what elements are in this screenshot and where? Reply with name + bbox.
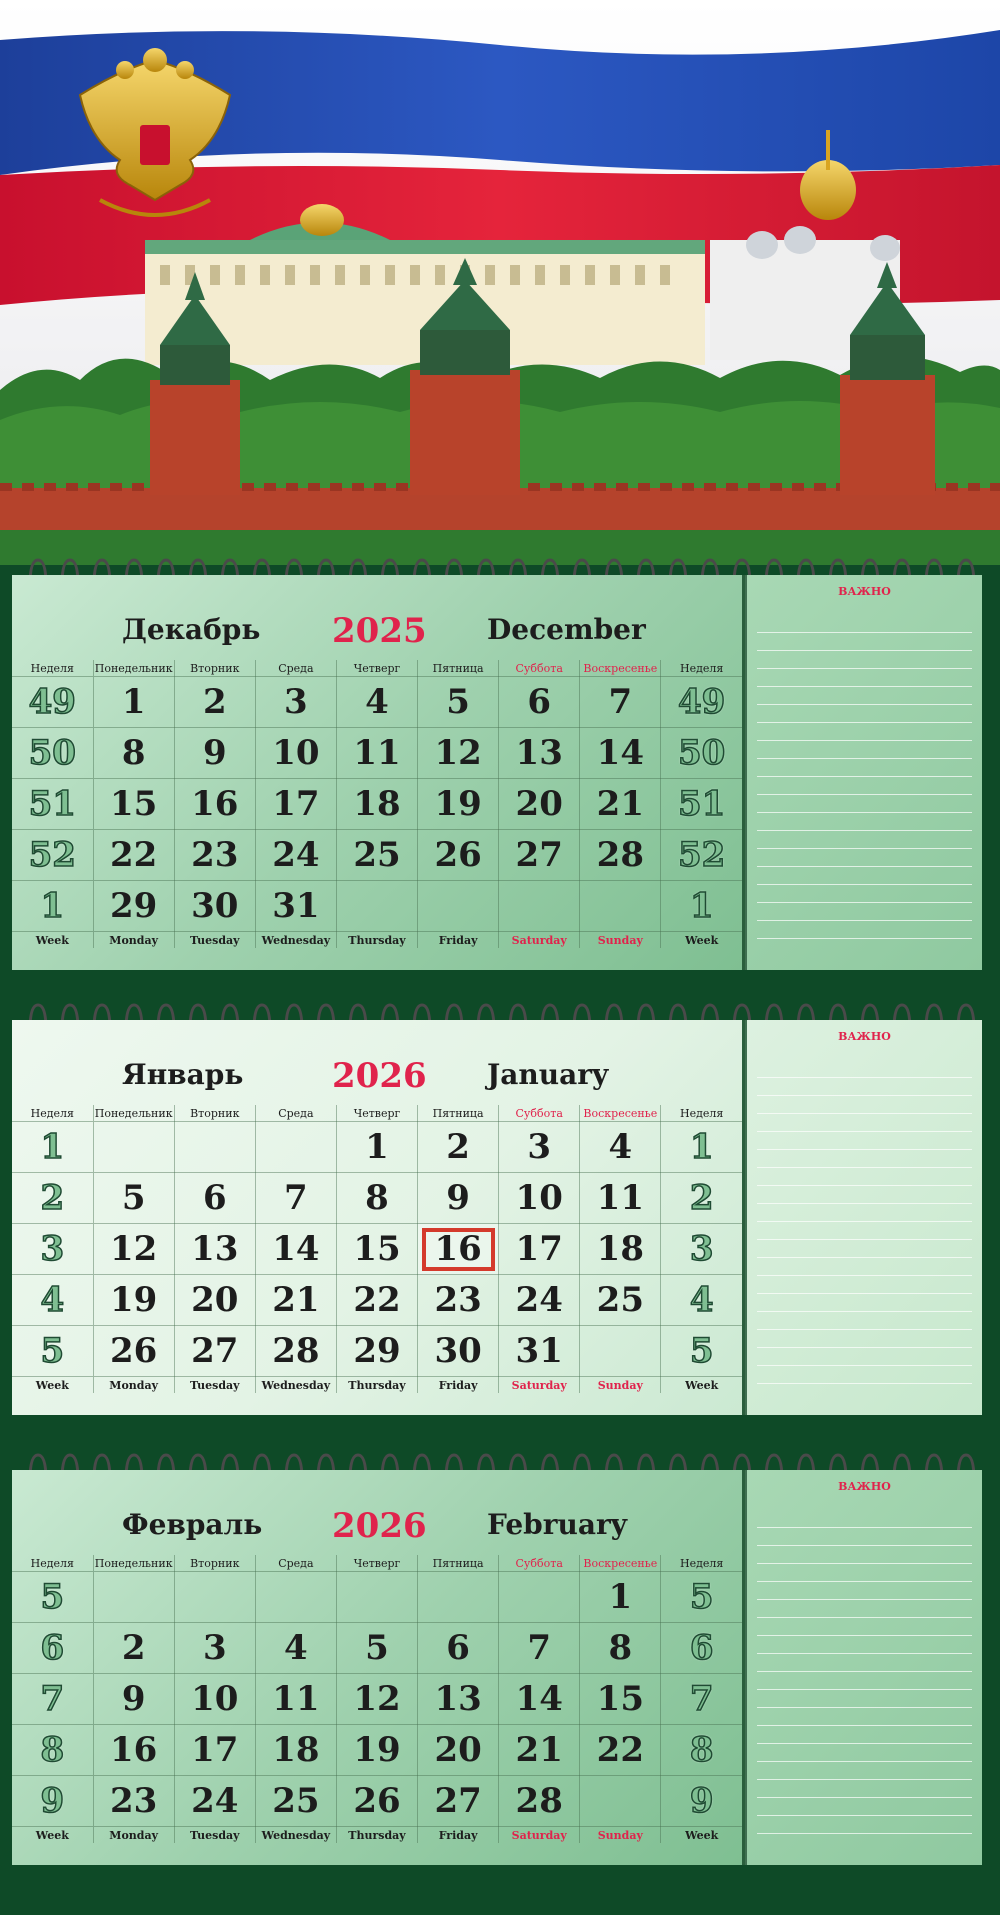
day-cell: 25 (580, 1275, 661, 1326)
notes-lines (757, 1510, 972, 1851)
day-cell: 19 (336, 1725, 417, 1776)
weekday-header-ru: Неделя (12, 660, 93, 677)
notes-lines (757, 1060, 972, 1401)
week-row (12, 1623, 742, 1674)
weekday-header-ru: Воскресенье (580, 660, 661, 677)
weekday-header-ru: Суббота (499, 660, 580, 677)
day-cell: 8 (336, 1173, 417, 1224)
month-table (12, 1105, 742, 1410)
day-cell: 15 (580, 1674, 661, 1725)
weekday-header-ru: Неделя (661, 1555, 742, 1572)
day-cell: 28 (499, 1776, 580, 1827)
day-cell (580, 881, 661, 932)
weekday-header-row (12, 660, 742, 677)
day-cell: 13 (418, 1674, 499, 1725)
month-name-ru: Январь (122, 1058, 244, 1091)
month-year: 2025 (332, 611, 427, 651)
week-number: 49 (12, 677, 93, 728)
day-cell: 12 (93, 1224, 174, 1275)
week-number: 2 (661, 1173, 742, 1224)
day-cell: 31 (499, 1326, 580, 1377)
week-row (12, 779, 742, 830)
weekday-header-ru: Неделя (661, 660, 742, 677)
day-cell: 20 (499, 779, 580, 830)
day-cell: 1 (93, 677, 174, 728)
weekday-footer-en: Sunday (580, 1377, 661, 1394)
week-row (12, 1173, 742, 1224)
day-cell: 2 (418, 1122, 499, 1173)
week-row (12, 1776, 742, 1827)
week-number: 3 (661, 1224, 742, 1275)
month-table (12, 660, 742, 965)
day-cell: 21 (580, 779, 661, 830)
day-cell: 22 (336, 1275, 417, 1326)
weekday-footer-en: Sunday (580, 1827, 661, 1844)
day-cell: 5 (93, 1173, 174, 1224)
day-cell: 9 (418, 1173, 499, 1224)
day-cell: 20 (174, 1275, 255, 1326)
day-cell: 25 (255, 1776, 336, 1827)
day-cell: 29 (93, 881, 174, 932)
month-title (12, 613, 742, 657)
day-cell (418, 1572, 499, 1623)
weekday-header-ru: Вторник (174, 660, 255, 677)
day-cell: 3 (499, 1122, 580, 1173)
day-cell: 6 (174, 1173, 255, 1224)
week-number: 50 (12, 728, 93, 779)
day-cell: 1 (336, 1122, 417, 1173)
month-title (12, 1508, 742, 1552)
weekday-footer-en: Tuesday (174, 1827, 255, 1844)
week-number: 8 (12, 1725, 93, 1776)
day-cell: 5 (418, 677, 499, 728)
day-cell: 14 (255, 1224, 336, 1275)
day-cell: 5 (336, 1623, 417, 1674)
day-cell: 4 (580, 1122, 661, 1173)
day-cell: 7 (580, 677, 661, 728)
weekday-footer-en: Saturday (499, 932, 580, 949)
weekday-header-ru: Суббота (499, 1555, 580, 1572)
day-cell: 17 (499, 1224, 580, 1275)
day-cell: 8 (93, 728, 174, 779)
week-row (12, 677, 742, 728)
week-number: 5 (12, 1326, 93, 1377)
week-row (12, 1224, 742, 1275)
notes-area (745, 1470, 982, 1865)
weekday-footer-row (12, 932, 742, 949)
weekday-header-ru: Четверг (336, 1555, 417, 1572)
day-cell: 28 (255, 1326, 336, 1377)
weekday-header-ru: Среда (255, 660, 336, 677)
weekday-header-ru: Неделя (661, 1105, 742, 1122)
weekday-header-row (12, 1555, 742, 1572)
weekday-header-ru: Понедельник (94, 1556, 173, 1570)
weekday-header-ru: Неделя (12, 1555, 93, 1572)
weekday-footer-en: Wednesday (255, 1827, 336, 1844)
calendar-panel-january (0, 1000, 1000, 1440)
weekday-footer-en: Week (12, 1827, 93, 1844)
week-row (12, 1725, 742, 1776)
day-cell (174, 1122, 255, 1173)
weekday-footer-en: Thursday (336, 1377, 417, 1394)
day-cell: 10 (255, 728, 336, 779)
month-name-ru: Декабрь (122, 613, 261, 646)
day-cell (255, 1122, 336, 1173)
notes-lines (757, 615, 972, 956)
week-row (12, 881, 742, 932)
day-cell: 27 (174, 1326, 255, 1377)
weekday-header-ru: Среда (255, 1105, 336, 1122)
day-cell: 19 (418, 779, 499, 830)
day-cell: 22 (580, 1725, 661, 1776)
day-cell: 25 (336, 830, 417, 881)
calendar-table (12, 1105, 742, 1393)
day-cell: 28 (580, 830, 661, 881)
month-title (12, 1058, 742, 1102)
day-cell: 18 (336, 779, 417, 830)
weekday-header-ru: Суббота (499, 1105, 580, 1122)
month-name-en: February (487, 1508, 628, 1541)
weekday-footer-en: Wednesday (255, 1377, 336, 1394)
day-cell: 23 (418, 1275, 499, 1326)
week-number: 7 (661, 1674, 742, 1725)
month-name-en: December (487, 613, 646, 646)
weekday-footer-en: Week (661, 1377, 742, 1394)
weekday-footer-en: Week (12, 932, 93, 949)
day-cell: 20 (418, 1725, 499, 1776)
calendar-panel-february (0, 1450, 1000, 1890)
day-cell (255, 1572, 336, 1623)
weekday-footer-en: Monday (93, 1377, 174, 1394)
week-number: 1 (661, 881, 742, 932)
weekday-footer-en: Saturday (499, 1827, 580, 1844)
day-cell (580, 1326, 661, 1377)
week-number: 6 (661, 1623, 742, 1674)
week-number: 1 (12, 881, 93, 932)
day-cell: 13 (174, 1224, 255, 1275)
day-cell: 2 (174, 677, 255, 728)
week-number: 5 (12, 1572, 93, 1623)
weekday-header-ru: Четверг (336, 1105, 417, 1122)
day-cell: 2 (93, 1623, 174, 1674)
notes-area (745, 575, 982, 970)
weekday-footer-en: Thursday (336, 932, 417, 949)
day-cell: 12 (418, 728, 499, 779)
week-row (12, 1275, 742, 1326)
day-cell: 17 (174, 1725, 255, 1776)
week-row (12, 1674, 742, 1725)
day-cell (499, 1572, 580, 1623)
week-row (12, 1122, 742, 1173)
weekday-footer-en: Sunday (580, 932, 661, 949)
day-cell: 22 (93, 830, 174, 881)
notes-area (745, 1020, 982, 1415)
weekday-footer-en: Tuesday (174, 1377, 255, 1394)
week-number: 51 (12, 779, 93, 830)
week-number: 1 (12, 1122, 93, 1173)
week-number: 5 (661, 1326, 742, 1377)
week-number: 4 (12, 1275, 93, 1326)
day-cell: 16 (174, 779, 255, 830)
day-cell (336, 881, 417, 932)
day-cell: 30 (418, 1326, 499, 1377)
weekday-header-ru: Пятница (418, 1555, 499, 1572)
week-number: 9 (12, 1776, 93, 1827)
weekday-header-ru: Воскресенье (580, 1105, 661, 1122)
weekday-header-ru: Неделя (12, 1105, 93, 1122)
day-cell: 30 (174, 881, 255, 932)
day-cell: 21 (255, 1275, 336, 1326)
weekday-footer-en: Week (12, 1377, 93, 1394)
week-number: 52 (661, 830, 742, 881)
month-table (12, 1555, 742, 1860)
month-year: 2026 (332, 1506, 427, 1546)
notes-label: ВАЖНО (838, 1030, 891, 1043)
day-cell: 16 (93, 1725, 174, 1776)
weekday-footer-en: Friday (418, 1377, 499, 1394)
week-row (12, 728, 742, 779)
day-cell: 3 (255, 677, 336, 728)
day-cell: 26 (336, 1776, 417, 1827)
header-image (0, 0, 1000, 565)
day-cell: 23 (93, 1776, 174, 1827)
day-cell: 11 (255, 1674, 336, 1725)
week-number: 52 (12, 830, 93, 881)
weekday-header-ru: Пятница (418, 1105, 499, 1122)
weekday-header-row (12, 1105, 742, 1122)
weekday-footer-en: Saturday (499, 1377, 580, 1394)
day-cell: 21 (499, 1725, 580, 1776)
day-cell: 27 (499, 830, 580, 881)
day-cell (174, 1572, 255, 1623)
calendar-table (12, 1555, 742, 1843)
weekday-header-ru: Среда (255, 1555, 336, 1572)
weekday-header-ru: Пятница (418, 660, 499, 677)
day-cell: 31 (255, 881, 336, 932)
week-row (12, 830, 742, 881)
day-cell: 24 (174, 1776, 255, 1827)
weekday-footer-en: Friday (418, 1827, 499, 1844)
day-cell: 1 (580, 1572, 661, 1623)
day-cell: 29 (336, 1326, 417, 1377)
week-number: 50 (661, 728, 742, 779)
month-grid-board (12, 1470, 745, 1865)
calendar-table (12, 660, 742, 948)
day-cell: 24 (499, 1275, 580, 1326)
weekday-header-ru: Вторник (174, 1555, 255, 1572)
day-cell: 9 (93, 1674, 174, 1725)
day-cell: 8 (580, 1623, 661, 1674)
day-cell: 6 (418, 1623, 499, 1674)
month-grid-board (12, 1020, 745, 1415)
notes-label: ВАЖНО (838, 585, 891, 598)
month-name-en: January (487, 1058, 609, 1091)
day-cell: 3 (174, 1623, 255, 1674)
weekday-header-ru: Четверг (336, 660, 417, 677)
week-number: 3 (12, 1224, 93, 1275)
weekday-footer-en: Monday (93, 932, 174, 949)
day-cell: 14 (580, 728, 661, 779)
day-cell: 11 (336, 728, 417, 779)
day-cell: 18 (580, 1224, 661, 1275)
weekday-header-ru: Вторник (174, 1105, 255, 1122)
week-number: 9 (661, 1776, 742, 1827)
weekday-header-ru: Понедельник (94, 1106, 173, 1120)
weekday-footer-en: Week (661, 1827, 742, 1844)
day-cell: 15 (93, 779, 174, 830)
day-cell: 15 (336, 1224, 417, 1275)
week-number: 7 (12, 1674, 93, 1725)
day-cell: 10 (499, 1173, 580, 1224)
day-cell-highlighted: 16 (418, 1224, 499, 1275)
day-cell: 26 (418, 830, 499, 881)
week-number: 4 (661, 1275, 742, 1326)
week-number: 6 (12, 1623, 93, 1674)
day-cell: 17 (255, 779, 336, 830)
month-name-ru: Февраль (122, 1508, 263, 1541)
weekday-header-ru: Понедельник (94, 661, 173, 675)
day-cell: 14 (499, 1674, 580, 1725)
day-cell (336, 1572, 417, 1623)
day-cell: 24 (255, 830, 336, 881)
month-year: 2026 (332, 1056, 427, 1096)
week-number: 49 (661, 677, 742, 728)
weekday-footer-row (12, 1377, 742, 1394)
day-cell: 6 (499, 677, 580, 728)
day-cell: 7 (499, 1623, 580, 1674)
week-number: 2 (12, 1173, 93, 1224)
week-row (12, 1572, 742, 1623)
day-cell: 19 (93, 1275, 174, 1326)
week-number: 51 (661, 779, 742, 830)
day-cell: 27 (418, 1776, 499, 1827)
weekday-footer-en: Week (661, 932, 742, 949)
day-cell (418, 881, 499, 932)
calendar-panel-december (0, 555, 1000, 995)
day-cell (580, 1776, 661, 1827)
weekday-footer-en: Thursday (336, 1827, 417, 1844)
weekday-footer-en: Monday (93, 1827, 174, 1844)
day-cell (93, 1122, 174, 1173)
month-grid-board (12, 575, 745, 970)
week-row (12, 1326, 742, 1377)
day-cell: 13 (499, 728, 580, 779)
day-cell: 23 (174, 830, 255, 881)
day-cell: 12 (336, 1674, 417, 1725)
day-cell (499, 881, 580, 932)
weekday-footer-en: Wednesday (255, 932, 336, 949)
week-number: 5 (661, 1572, 742, 1623)
week-number: 1 (661, 1122, 742, 1173)
day-cell: 9 (174, 728, 255, 779)
day-cell: 7 (255, 1173, 336, 1224)
day-cell: 26 (93, 1326, 174, 1377)
weekday-footer-en: Friday (418, 932, 499, 949)
day-cell (93, 1572, 174, 1623)
day-cell: 4 (336, 677, 417, 728)
weekday-footer-en: Tuesday (174, 932, 255, 949)
weekday-footer-row (12, 1827, 742, 1844)
weekday-header-ru: Воскресенье (580, 1555, 661, 1572)
day-cell: 10 (174, 1674, 255, 1725)
day-cell: 18 (255, 1725, 336, 1776)
week-number: 8 (661, 1725, 742, 1776)
day-cell: 11 (580, 1173, 661, 1224)
day-cell: 4 (255, 1623, 336, 1674)
notes-label: ВАЖНО (838, 1480, 891, 1493)
